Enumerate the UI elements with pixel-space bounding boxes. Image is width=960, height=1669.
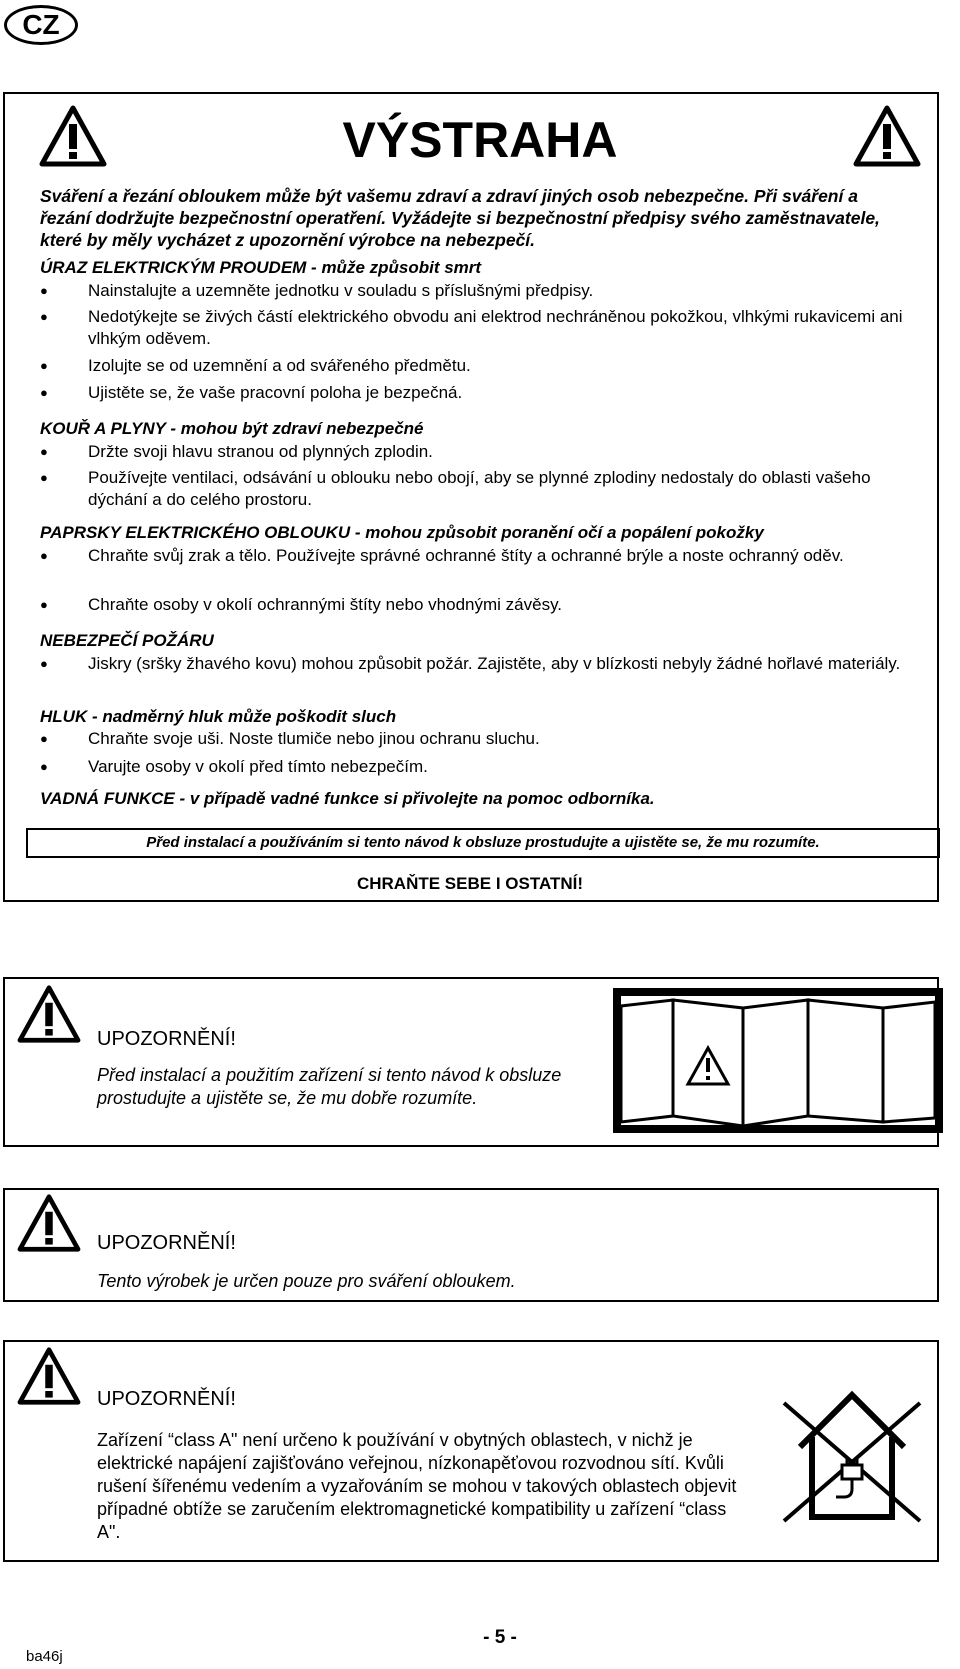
section-heading: HLUK - nadměrný hluk může poškodit sluch <box>40 707 397 726</box>
caution-text: Tento výrobek je určen pouze pro sváření obloukem. <box>97 1271 516 1291</box>
bullet-icon: ● <box>40 759 48 774</box>
section-heading: PAPRSKY ELEKTRICKÉHO OBLOUKU - mohou způsobit poranění očí a popálení pokožky <box>40 523 764 542</box>
intro-paragraph: Sváření a řezání obloukem může být vašemu zdraví a zdraví jiných osob nebezpečne. Při sváření a řezání dodržujte bezpečnostní operatření. Vyžádejte si bezpečnostní předpisy svého zaměstnavatele, které by měly vycházet z upozornění výrobce na nebezpečí. <box>40 186 880 250</box>
list-item: ● Nainstalujte a uzemněte jednotku v souladu s příslušnými předpisy. <box>40 281 594 300</box>
bullet-icon: ● <box>40 444 48 459</box>
protect-note: CHRAŇTE SEBE I OSTATNÍ! <box>356 874 584 893</box>
list-item: ● Jiskry (sršky žhavého kovu) mohou způsobit požár. Zajistěte, aby v blízkosti nebyly žádné hořlavé materiály. <box>40 654 901 673</box>
bullet-icon: ● <box>40 309 48 324</box>
bullet-icon: ● <box>40 283 48 298</box>
list-item: ● Používejte ventilaci, odsávání u oblouku nebo obojí, aby se plynné zplodiny nedostaly do oblasti vašeho dýchání a do celého prostoru. <box>40 468 871 509</box>
manual-book-icon <box>613 988 943 1133</box>
caution-title: UPOZORNĚNÍ! <box>97 1388 236 1410</box>
page-title: VÝSTRAHA <box>342 112 618 168</box>
warning-triangle-icon <box>16 1346 82 1406</box>
no-residential-use-icon <box>780 1385 924 1525</box>
bullet-icon: ● <box>40 358 48 373</box>
bullet-icon: ● <box>40 385 48 400</box>
caution-title: UPOZORNĚNÍ! <box>97 1232 236 1254</box>
section-heading: ÚRAZ ELEKTRICKÝM PROUDEM - může způsobit smrt <box>40 258 482 277</box>
bullet-icon: ● <box>40 597 48 612</box>
list-item: ● Chraňte svoje uši. Noste tlumiče nebo jinou ochranu sluchu. <box>40 729 540 748</box>
list-item: ● Chraňte osoby v okolí ochrannými štíty nebo vhodnými závěsy. <box>40 595 563 614</box>
warning-triangle-icon <box>16 1193 82 1253</box>
bullet-icon: ● <box>40 731 48 746</box>
list-item: ● Ujistěte se, že vaše pracovní poloha je bezpečná. <box>40 383 463 402</box>
caution-text: Zařízení “class A" není určeno k používání v obytných oblastech, v nichž je elektrické napájení zajišťováno veřejnou, nízkonapěťovou rozvodnou sítí. Kvůli rušení šířenému vedením a vyzařováním se mohou v takových oblastech objevit případné obtíže se zaručením elektromagnetické kompatibility u zařízení “class A". <box>97 1430 737 1542</box>
page-number: - 5 - <box>483 1627 517 1648</box>
section-heading: KOUŘ A PLYNY - mohou být zdraví nebezpečné <box>40 419 424 438</box>
language-badge: CZ <box>4 5 78 45</box>
warning-triangle-icon <box>16 984 82 1044</box>
list-item: ● Izolujte se od uzemnění a od svářeného předmětu. <box>40 356 471 375</box>
list-item: ● Chraňte svůj zrak a tělo. Používejte správné ochranné štíty a ochranné brýle a noste ochranný oděv. <box>40 546 844 565</box>
bullet-icon: ● <box>40 548 48 563</box>
list-item: ● Držte svoji hlavu stranou od plynných zplodin. <box>40 442 433 461</box>
bullet-icon: ● <box>40 470 48 485</box>
list-item: ● Varujte osoby v okolí před tímto nebezpečím. <box>40 757 428 776</box>
caution-title: UPOZORNĚNÍ! <box>97 1028 236 1050</box>
bullet-icon: ● <box>40 656 48 671</box>
section-heading: VADNÁ FUNKCE - v případě vadné funkce si přivolejte na pomoc odborníka. <box>40 789 655 808</box>
caution-text: Před instalací a použitím zařízení si tento návod k obsluze prostudujte a ujistěte se, že mu dobře rozumíte. <box>97 1065 562 1108</box>
instruction-note: Před instalací a používáním si tento návod k obsluze prostudujte a ujistěte se, že mu rozumíte. <box>26 828 940 858</box>
section-heading: NEBEZPEČÍ POŽÁRU <box>40 631 214 650</box>
document-code: ba46j <box>26 1648 63 1665</box>
list-item: ● Nedotýkejte se živých částí elektrického obvodu ani elektrod nechráněnou pokožkou, vlhkými rukavicemi ani vlhkým oděvem. <box>40 307 903 348</box>
